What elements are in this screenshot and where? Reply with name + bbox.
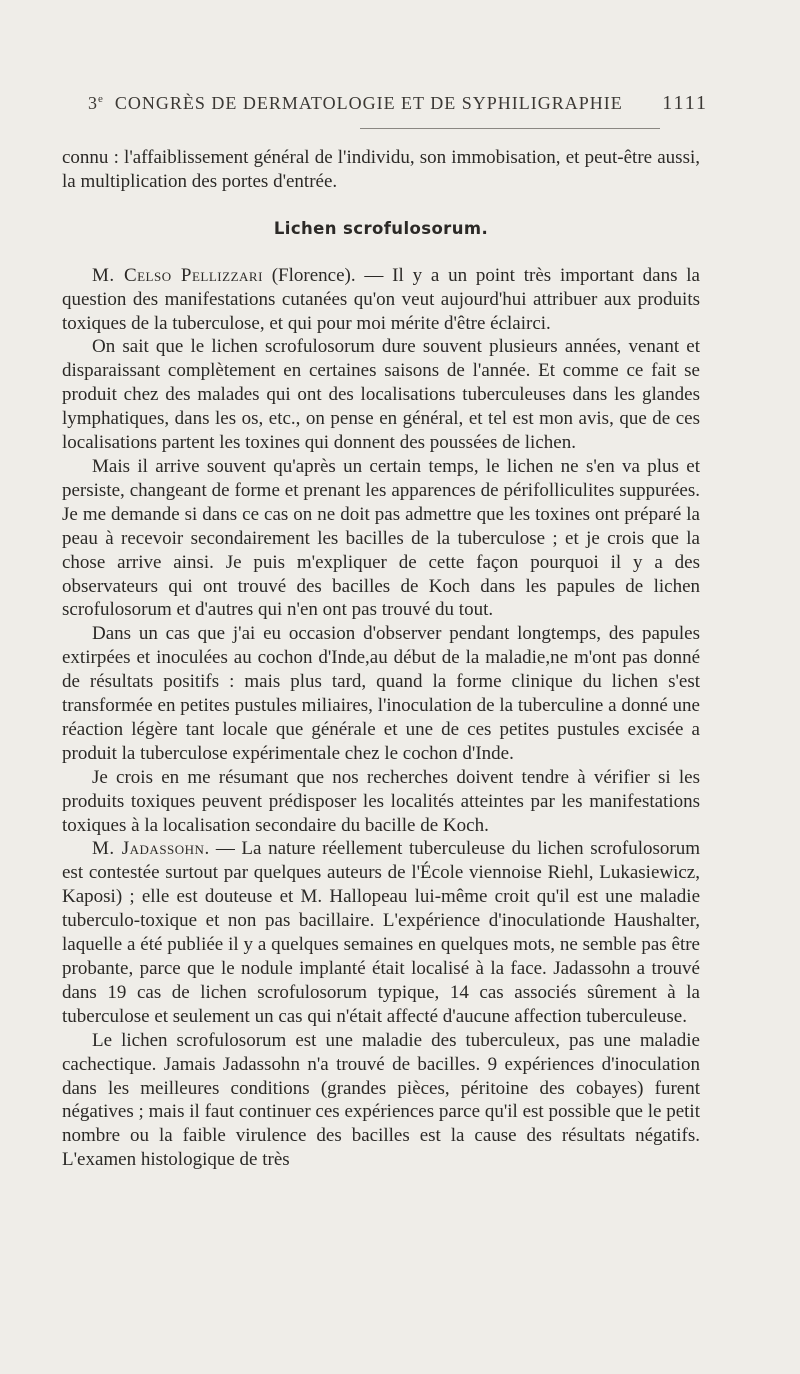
paragraph: Dans un cas que j'ai eu occasion d'observer pendant longtemps, des papules extirpées et inoculées au cochon d'Inde,au début de la maladie,ne m'ont pas donné de résultats positifs : mais plus tard, quand la forme clinique du lichen s'est transformée en petites pustules miliaires, l'inoculation de la tuberculine a donné une réaction légère tant locale que générale et une de ces petites pustules excisée a produit la tuberculose expérimentale chez le cochon d'Inde. [62, 623, 700, 764]
header-title-line [88, 93, 623, 114]
paragraph: On sait que le lichen scrofulosorum dure souvent plusieurs années, venant et disparaissant complètement en certaines saisons de l'année. Et comme ce fait se produit chez des malades qui ont des localisations tuberculeuses dans les glandes lymphatiques, dans les os, etc., on pense en général, et tel est mon avis, que de ces localisations partent les toxines qui donnent des poussées de lichen. [62, 336, 700, 454]
intro-paragraph: connu : l'affaiblissement général de l'individu, son immobisation, et peut-être aussi, la multiplication des portes d'entrée. [62, 147, 700, 192]
paragraph: Le lichen scrofulosorum est une maladie des tuberculeux, pas une maladie cachectique. Jamais Jadassohn n'a trouvé de bacilles. 9 expériences d'inoculation dans les meilleures conditions (grandes pièces, péritoine des cobayes) furent négatives ; mais il faut continuer ces expériences parce qu'il est possible que le petit nombre ou la faible virulence des bacilles est la cause des résultats négatifs. L'examen histologique de très [62, 1029, 700, 1171]
paragraph-text: . — La nature réellement tuberculeuse du lichen scrofulosorum est contestée surtout par quelques auteurs de l'École viennoise Riehl, Lukasiewicz, Kaposi) ; elle est douteuse et M. Hallopeau lui-même croit qu'il est une maladie tuberculo-toxique et non pas bacillaire. L'expérience d'inoculationde Haushalter, laquelle a été publiée il y a quelques semaines en quelques mots, ne semble pas être probante, parce que le nodule implanté était localisé à la face. Jadassohn a trouvé dans 19 cas de lichen scrofulosorum typique, 14 cas associés sûrement à la tuberculose et seulement un cas qui n'était affecté d'aucune affection tuberculeuse. [62, 838, 701, 1027]
body-text [62, 146, 700, 1172]
speaker-name: M. Jadassohn [92, 838, 205, 860]
paragraph: Je crois en me résumant que nos recherches doivent tendre à vérifier si les produits toxiques peuvent prédisposer les localités atteintes par les manifestations toxiques à la localisation secondaire du bacille de Koch. [62, 766, 700, 836]
paragraph-pellizzari [62, 264, 700, 336]
running-header [88, 92, 708, 115]
paragraph: Mais il arrive souvent qu'après un certain temps, le lichen ne s'en va plus et persiste, changeant de forme et prenant les apparences de périfolliculites suppurées. Je me demande si dans ce cas on ne doit pas admettre que les toxines ont préparé la peau à recevoir secondairement les bacilles de la tuberculose ; et je crois que la chose arrive ainsi. Je puis m'expliquer de cette façon pourquoi il y a des observateurs qui ont trouvé des bacilles de Koch dans les papules de lichen scrofulosorum et d'autres qui n'en ont pas trouvé du tout. [62, 455, 700, 621]
speaker-name: M. Celso Pellizzari [92, 264, 263, 286]
header-title: CONGRÈS DE DERMATOLOGIE ET DE SYPHILIGRAPHIE [114, 93, 623, 113]
paragraph-text: (Florence). — Il y a un point très important dans la question des manifestations cutanées qu'on veut aujourd'hui attribuer aux produits toxiques de la tuberculose, et qui pour moi mérite d'être éclairci. [62, 264, 700, 334]
header-ordinal: 3 [88, 93, 98, 113]
paragraph-jadassohn [62, 837, 700, 1028]
header-rule [360, 128, 660, 129]
header-ordinal-suffix: e [98, 93, 104, 105]
page-number: 1111 [662, 92, 708, 114]
section-title: Lichen scrofulosorum. [273, 218, 489, 238]
